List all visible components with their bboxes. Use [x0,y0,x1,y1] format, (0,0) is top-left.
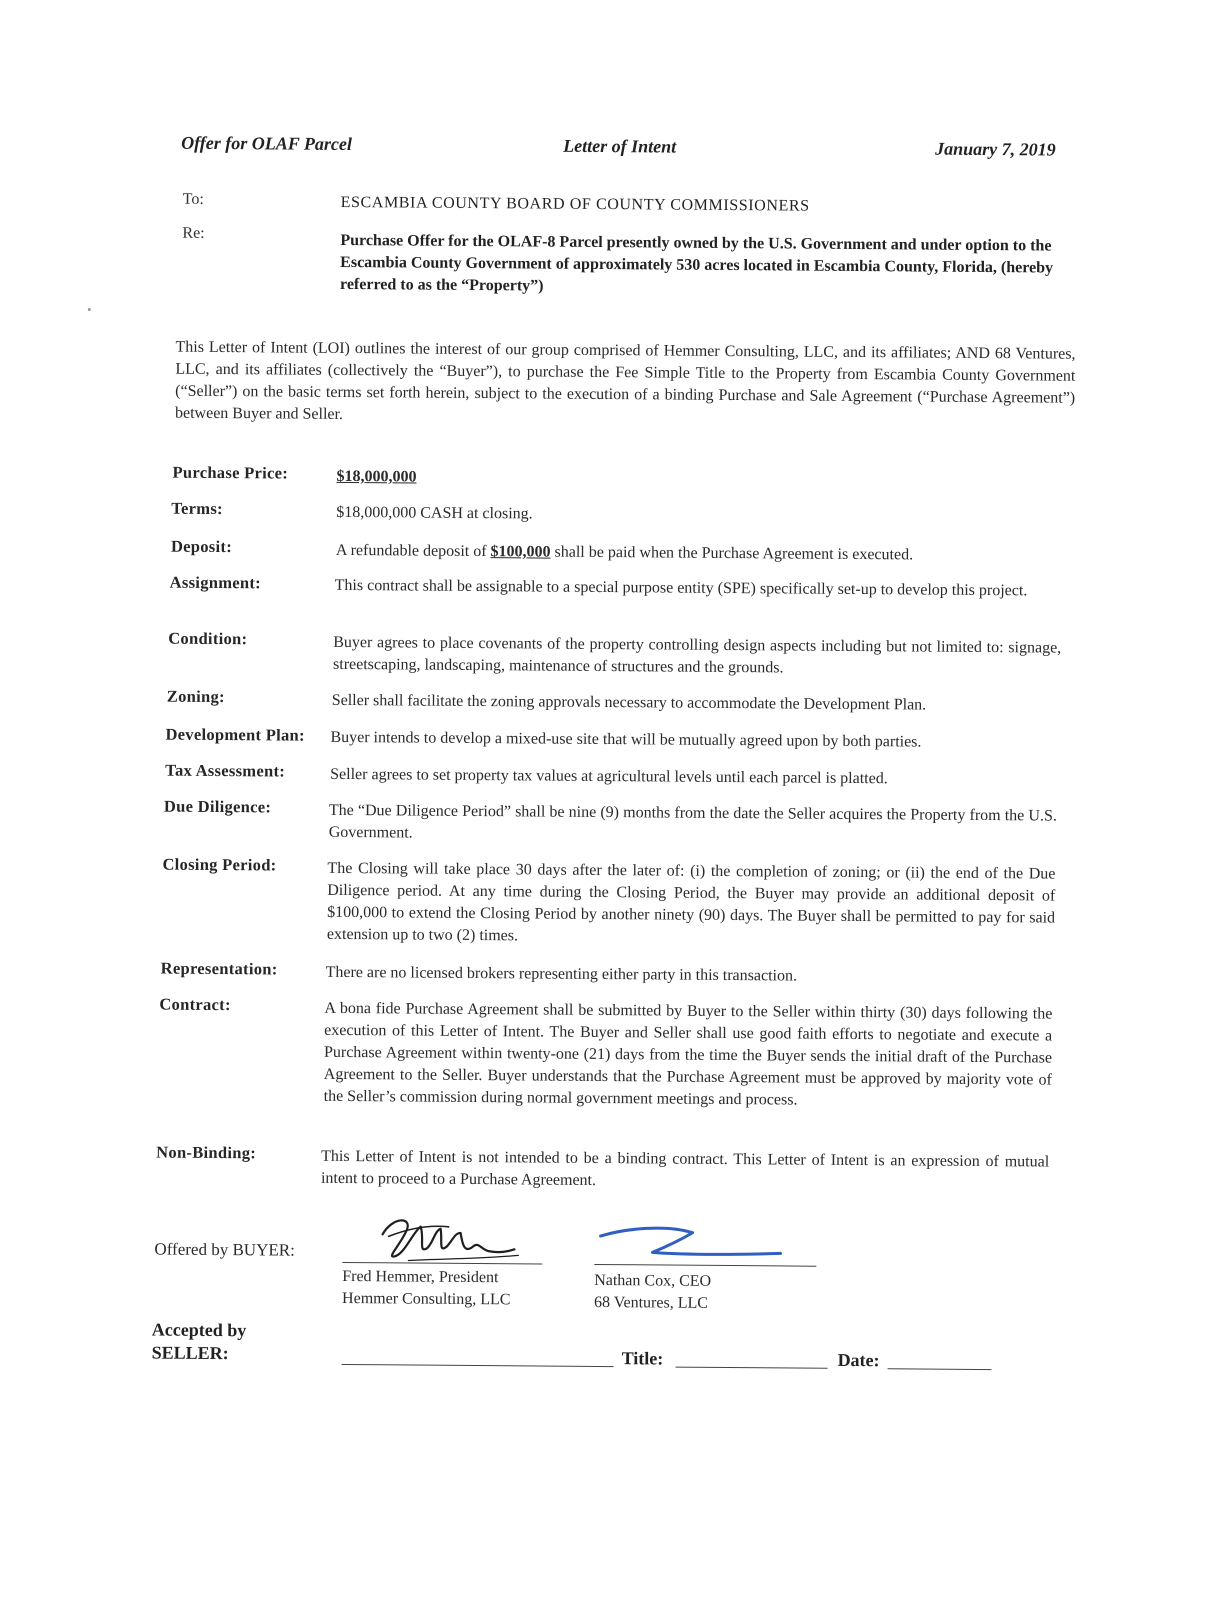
term-value-non-binding: This Letter of Intent is not intended to be a binding contract. This Letter of Intent is an expression of mutual intent to proceed to a Purchase Agreement. [320,1147,1050,1189]
seller-title-line [676,1367,828,1369]
term-label-condition: Condition: [168,628,248,649]
term-label-assignment: Assignment: [169,572,262,593]
intro-paragraph: This Letter of Intent (LOI) outlines the interest of our group comprised of Hemmer Consulting, LLC, and its affiliates; AND 68 Ventures, LLC, and its affiliates (collectively the “Buyer”), to purchase the Fee Simple Title to the Property from Escambia County Government (“Seller”) on the basic terms set forth herein, subject to the execution of a binding Purchase and Sale Agreement (“Purchase Agreement”) between Buyer and Seller. [174,338,1076,423]
re-subject: Purchase Offer for the OLAF-8 Parcel presently owned by the U.S. Government and under option to the Escambia County Government of approximately 530 acres located in Escambia County, Florida, (hereby referred to as the “Property”) [339,231,1054,295]
term-label-non-binding: Non-Binding: [156,1142,257,1163]
seller-signature-line [342,1364,614,1367]
buyer2-company: 68 Ventures, LLC [593,1293,709,1312]
term-label-deposit: Deposit: [170,536,233,557]
term-label-contract: Contract: [159,994,231,1015]
term-label-representation: Representation: [160,958,278,979]
seller-date-line [888,1368,992,1370]
header-date: January 7, 2019 [935,138,1056,160]
term-value-development-plan: Buyer intends to develop a mixed-use site that will be mutually agreed upon by both parties. [330,728,922,751]
deposit-amount: $100,000 [490,543,551,561]
header-document-type: Letter of Intent [563,135,677,157]
to-label: To: [182,190,204,208]
scan-speck [88,308,91,311]
term-label-closing-period: Closing Period: [162,854,277,875]
term-value-closing-period: The Closing will take place 30 days after the later of: (i) the completion of zoning; or (ii) the end of the Due Diligence period. At any time during the Closing Period, the Buyer may provide an additional deposit of $100,000 to extend the Closing Period by another ninety (90) days. The Buyer shall be permitted to pay for said extension up to two (2) times. [326,859,1056,945]
term-value-purchase-price: $18,000,000 [336,467,417,486]
term-value-zoning: Seller shall facilitate the zoning approvals necessary to accommodate the Development Plan. [331,691,927,714]
term-value-deposit [336,540,1064,568]
term-value-contract: A bona fide Purchase Agreement shall be submitted by Buyer to the Seller within thirty (30) days following the execution of this Letter of Intent. The Buyer and Seller shall use good faith efforts to negotiate and execute a Purchase Agreement within twenty-one (21) days from the time the Buyer sends the initial draft of the Purchase Agreement to the Seller. Buyer understands that the Purchase Agreement must be approved by majority vote of the Seller’s commission during normal government meetings and process. [323,999,1053,1109]
term-value-tax-assessment: Seller agrees to set property tax values at agricultural levels until each parcel is platted. [330,765,888,788]
buyer1-name: Fred Hemmer, President [342,1267,499,1287]
term-label-terms: Terms: [171,498,223,519]
re-label: Re: [182,224,205,242]
term-label-zoning: Zoning: [166,686,225,707]
seller-date-label: Date: [837,1349,880,1371]
term-label-due-diligence: Due Diligence: [163,796,272,817]
buyer1-company: Hemmer Consulting, LLC [342,1289,511,1309]
header-offer-title: Offer for OLAF Parcel [181,132,353,155]
term-value-due-diligence: The “Due Diligence Period” shall be nine (9) months from the date the Seller acquires the Property from the U.S. Government. [328,801,1057,842]
term-value-assignment: This contract shall be assignable to a special purpose entity (SPE) specifically set-up to develop this project. [334,576,1028,600]
term-value-terms: $18,000,000 CASH at closing. [336,503,533,523]
seller-text: SELLER: [151,1342,229,1364]
term-label-purchase-price: Purchase Price: [172,462,289,483]
buyer1-signature-icon [368,1208,528,1273]
deposit-text-pre: A refundable deposit of [335,541,491,561]
buyer2-name: Nathan Cox, CEO [594,1271,712,1290]
accepted-by-text: Accepted by [151,1319,247,1341]
to-recipient: ESCAMBIA COUNTY BOARD OF COUNTY COMMISSIONERS [340,193,810,215]
term-label-tax-assessment: Tax Assessment: [165,760,286,781]
buyer2-signature-line [594,1264,816,1267]
term-value-condition: Buyer agrees to place covenants of the property controlling design aspects including but not limited to: signage, streetscaping, landscaping, maintenance of structures and the grounds. [332,633,1062,677]
deposit-text-post: shall be paid when the Purchase Agreement is executed. [550,543,914,564]
term-value-representation: There are no licensed brokers representing either party in this transaction. [325,963,798,985]
offered-by-buyer-label: Offered by BUYER: [154,1239,295,1260]
seller-title-label: Title: [621,1348,664,1369]
term-label-development-plan: Development Plan: [165,724,305,745]
buyer2-signature-icon [596,1222,786,1263]
accepted-by-seller-label [152,1318,247,1365]
